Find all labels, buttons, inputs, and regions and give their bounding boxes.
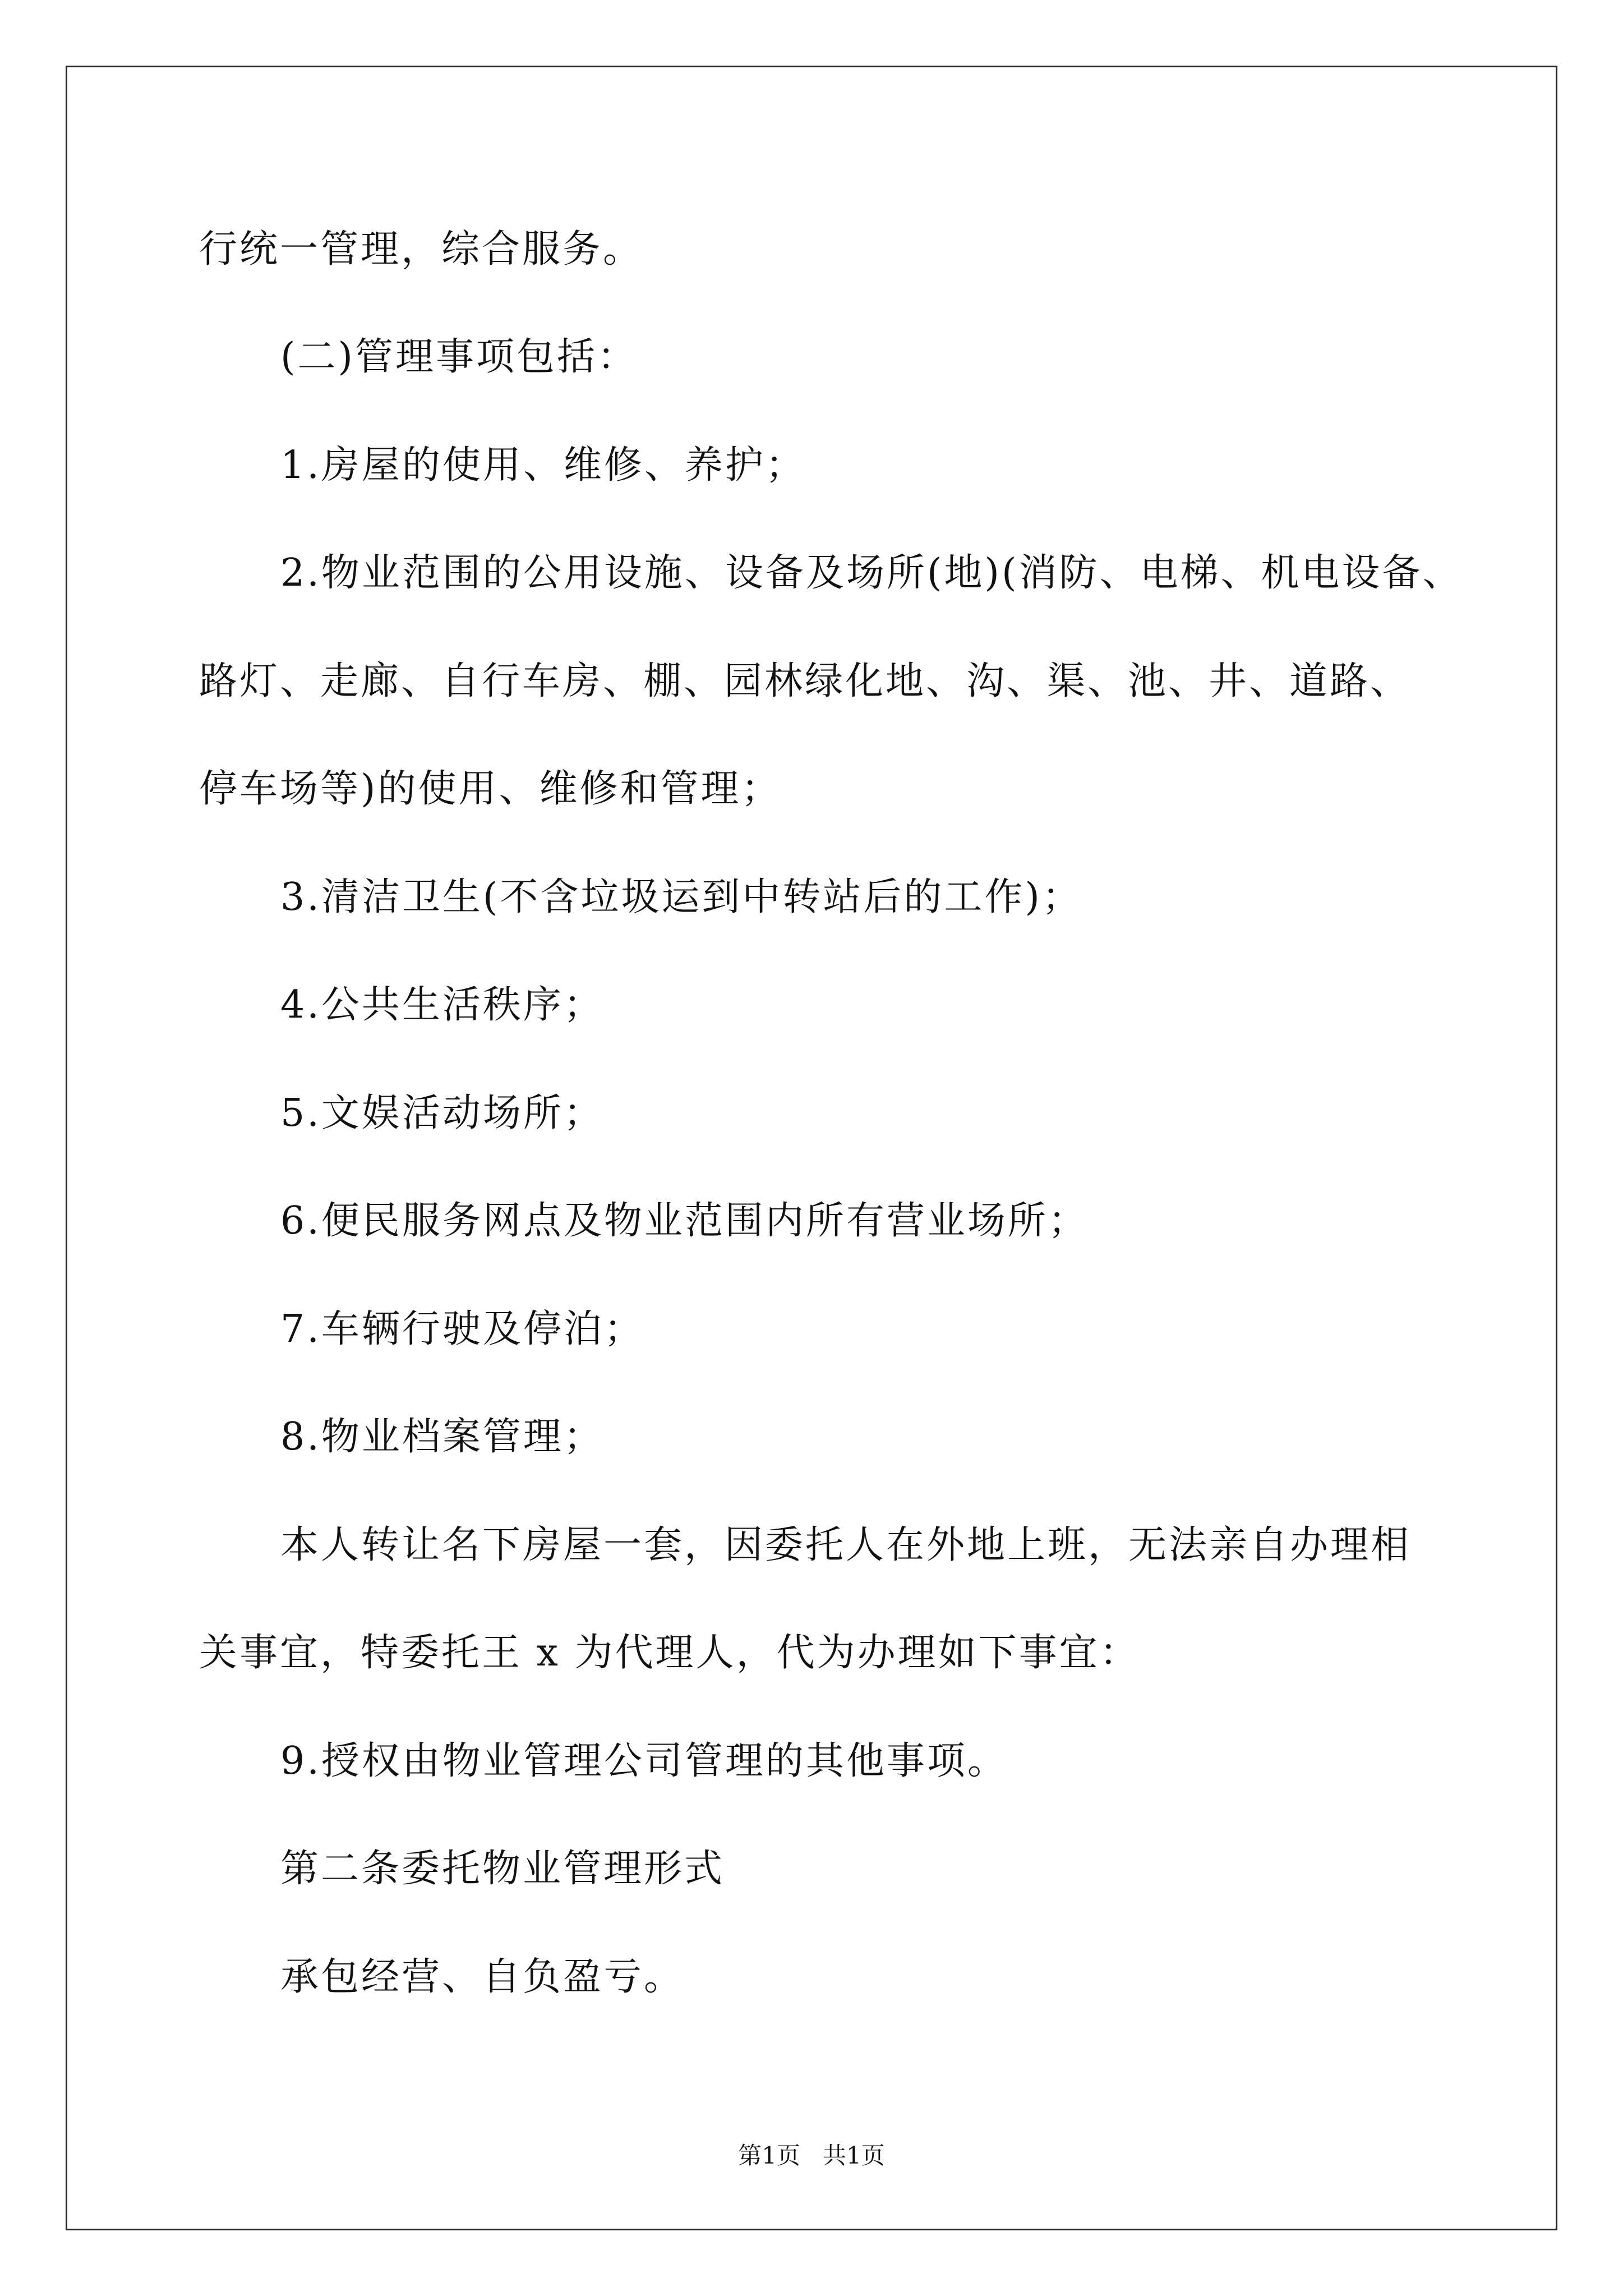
text-line: 9.授权由物业管理公司管理的其他事项。 [280, 1739, 1008, 1783]
text-line: (二)管理事项包括： [280, 335, 638, 379]
page-border [66, 66, 1557, 2230]
text-line: 关事宜，特委托王 x 为代理人，代为办理如下事宜： [199, 1631, 1140, 1675]
text-line: 承包经营、自负盈亏。 [280, 1955, 685, 1999]
text-line: 3.清洁卫生(不含垃圾运到中转站后的工作)； [280, 875, 1082, 919]
text-line: 6.便民服务网点及物业范围内所有营业场所； [280, 1199, 1089, 1243]
text-line: 路灯、走廊、自行车房、棚、园林绿化地、沟、渠、池、井、道路、 [199, 659, 1411, 703]
text-line: 行统一管理，综合服务。 [199, 227, 644, 272]
text-line: 1.房屋的使用、维修、养护； [280, 443, 806, 487]
text-line: 停车场等)的使用、维修和管理； [199, 767, 782, 811]
text-line: 2.物业范围的公用设施、设备及场所(地)(消防、电梯、机电设备、 [280, 551, 1463, 595]
text-line: 4.公共生活秩序； [280, 983, 604, 1027]
text-line: 8.物业档案管理； [280, 1415, 604, 1459]
page-number-footer: 第1页 共1页 [738, 2142, 885, 2169]
section-heading: 第二条委托物业管理形式 [280, 1847, 725, 1891]
text-line: 本人转让名下房屋一套，因委托人在外地上班，无法亲自办理相 [280, 1523, 1412, 1567]
text-line: 5.文娱活动场所； [280, 1091, 604, 1135]
text-line: 7.车辆行驶及停泊； [280, 1307, 644, 1351]
